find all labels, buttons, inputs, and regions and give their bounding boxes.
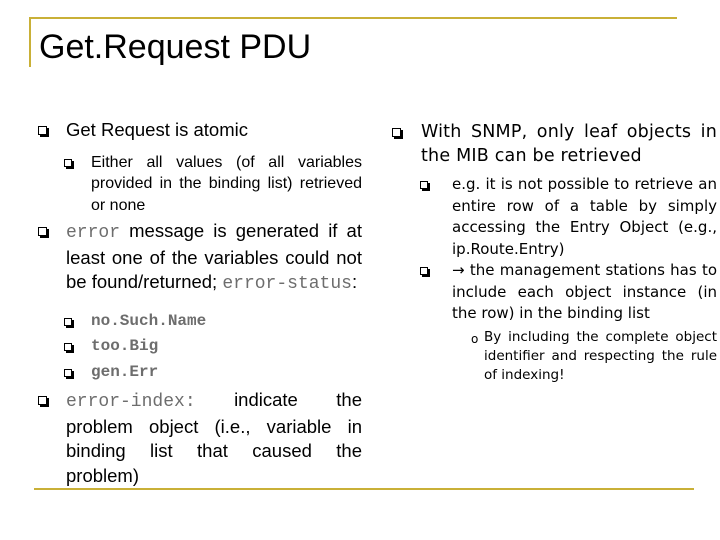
square-bullet-icon xyxy=(38,227,47,236)
sub-bullet-too-big: too.Big xyxy=(38,336,362,358)
square-bullet-icon xyxy=(38,126,47,135)
square-bullet-icon xyxy=(38,396,47,405)
code-error-index: error-index: xyxy=(66,392,196,412)
slide-title: Get.Request PDU xyxy=(39,28,312,66)
square-bullet-icon xyxy=(64,369,72,377)
square-bullet-icon xyxy=(392,128,401,137)
bullet-error-message: error message is generated if at least one of the variables could not be found/returned; error-status: xyxy=(38,219,362,297)
bullet-atomic: Get Request is atomic xyxy=(38,118,362,143)
sub-bullet-gen-err: gen.Err xyxy=(38,362,362,384)
sub-bullet-management-stations: → the management stations has to include each object instance (in the row) in the binding list xyxy=(392,260,717,325)
square-bullet-icon xyxy=(64,159,72,167)
square-bullet-icon xyxy=(64,343,72,351)
bottom-rule xyxy=(34,488,694,490)
bullet-error-index: error-index: indicate the problem object (i.e., variable in binding list that caused the problem) xyxy=(38,388,362,488)
bullet-leaf-objects: With SNMP, only leaf objects in the MIB can be retrieved xyxy=(392,120,717,168)
code-error: error xyxy=(66,223,121,243)
square-bullet-icon xyxy=(64,318,72,326)
square-bullet-icon xyxy=(420,267,428,275)
left-column xyxy=(38,118,362,488)
sub-bullet-no-such-name: no.Such.Name xyxy=(38,311,362,333)
right-column xyxy=(392,120,717,385)
left-rule xyxy=(29,17,31,67)
sub-bullet-all-or-none: Either all values (of all variables provided in the binding list) retrieved or none xyxy=(38,152,362,217)
sub-sub-bullet-indexing: o By including the complete object identifier and respecting the rule of indexing! xyxy=(471,328,717,383)
code-error-status: error-status xyxy=(222,274,352,294)
square-bullet-icon xyxy=(420,181,428,189)
sub-bullet-entire-row: e.g. it is not possible to retrieve an entire row of a table by simply accessing the Entry Object (e.g., ip.Route.Entry) xyxy=(392,174,717,260)
circle-bullet-icon: o xyxy=(471,331,479,346)
top-rule xyxy=(29,17,677,19)
